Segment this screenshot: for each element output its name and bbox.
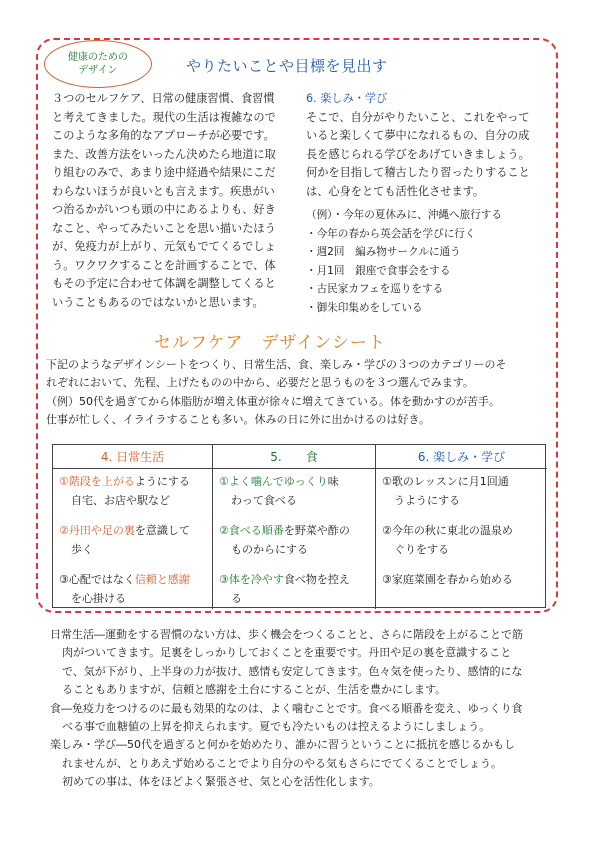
list-item: ③心配ではなく信頼と感謝 を心掛ける [59, 573, 190, 605]
right-heading: 6. 楽しみ・学び [306, 92, 388, 105]
table-header-daily-life: 4. 日常生活 [53, 445, 213, 469]
right-column-text [306, 90, 556, 318]
table-cell-daily-life [53, 469, 213, 609]
badge-line-2: デザイン [78, 65, 118, 76]
text-line: わらないほうが良いとも言えます。疾患がい [52, 184, 275, 198]
text-line: 日常生活―運動をする習慣のない方は、歩く機会をつくることと、さらに階段を上がることで筋 [50, 628, 523, 641]
text-line: そこで、自分がやりたいこと、これをやって [306, 110, 530, 124]
text-line: 下記のようなデザインシートをつくり、日常生活、食、楽しみ・学びの３つのカテゴリーのそ [46, 358, 507, 371]
text-line: 仕事が忙しく、イライラすることも多い。休みの日に外に出かけるのは好き。 [46, 413, 431, 427]
text-line: もその予定に合わせて体調を調整してくると [52, 277, 276, 290]
design-sheet-table [52, 444, 546, 608]
list-item: ③体を冷やす食べ物を控え る [219, 573, 350, 605]
list-item: ③家庭菜園を春から始める [382, 573, 513, 586]
list-item: ②食べる順番を野菜や酢の ものからにする [219, 524, 350, 556]
design-badge [44, 40, 152, 88]
text-line: う。ワクワクすることを計画することで、体 [52, 258, 276, 272]
text-line: べる事で血糖値の上昇を抑えられます。夏でも冷たいものは控えるようにしましょう。 [62, 720, 491, 734]
example-item: ・月1回 銀座で食事会をする [306, 264, 451, 277]
section-title: やりたいことや目標を見出す [186, 57, 388, 75]
table-cell-food [213, 469, 376, 609]
example-item: ・今年の春から英会話を学びに行く [306, 227, 476, 240]
text-line: 長を感じられる学びをあげていきましょう。 [306, 147, 530, 161]
list-item: ①階段を上がるようにする 自宅、お店や駅など [59, 475, 190, 507]
text-line: ３つのセルフケア、日常の健康習慣、食習慣 [52, 92, 275, 105]
text-line: り組むのみで、あまり途中経過や結果にこだ [52, 166, 276, 179]
text-line: いると楽しくて夢中になれるもの、自分の成 [306, 129, 530, 142]
text-line: 肉がついてきます。足裏をしっかりしておくことを重要です。丹田や足の裏を意識すること [62, 646, 512, 660]
text-line: れぞれにおいて、先程、上げたものの中から、必要だと思うものを３つ選んでみます。 [46, 376, 474, 390]
text-line: また、改善方法をいったん決めたら地道に取 [52, 147, 276, 161]
table-header-food: 5. 食 [213, 445, 376, 469]
text-line: 楽しみ・学び―50代を過ぎると何かを始めたり、誰かに習うということに抵抗を感じるかもし [50, 738, 515, 752]
text-line: （例）50代を過ぎてから体脂肪が増え体重が徐々に増えてきている。体を動かすのが苦手。 [46, 394, 500, 408]
design-sheet-title: セルフケア デザインシート [154, 333, 386, 353]
badge-line-1: 健康のための [68, 52, 128, 63]
text-line: つ治るかがいつも頭の中にあるよりも、好き [52, 203, 276, 216]
list-item: ①歌のレッスンに月1回通 うようにする [382, 475, 509, 507]
text-line: が、免疫力が上がり、元気もでてくるでしょ [52, 240, 276, 253]
text-line: は、心身をとても活性化させます。 [306, 184, 485, 198]
text-line: と考えてきました。現代の生活は複雑なので [52, 110, 276, 124]
table-header-enjoyment: 6. 楽しみ・学び [376, 445, 547, 469]
list-item: ②今年の秋に東北の温泉め ぐりをする [382, 524, 513, 556]
text-line: 何かを目指して稽古したり習ったりすること [306, 166, 530, 179]
example-list [306, 206, 556, 318]
intro-text [46, 356, 556, 430]
text-line: このような多角的なアプローチが必要です。 [52, 129, 275, 142]
list-item: ②丹田や足の裏を意識して 歩く [59, 524, 190, 556]
list-item: ①よく噛んでゆっくり味 わって食べる [219, 475, 339, 507]
example-item: ・週2回 編み物サークルに通う [306, 246, 461, 259]
summary-text [50, 626, 560, 792]
left-column-text [52, 90, 297, 312]
text-line: なこと、やってみたいことを思い描いたほう [52, 221, 276, 235]
table-cell-enjoyment [376, 469, 547, 609]
text-line: ることもありますが、信頼と感謝を土台にすることが、生活を豊かにします。 [62, 683, 447, 697]
text-line: れませんが、とりあえず始めることでより自分のやる気もさらにでてくることでしょう。 [62, 756, 502, 770]
example-item: ・古民家カフェを巡りをする [306, 283, 444, 296]
text-line: いうこともあるのではないかと思います。 [52, 295, 264, 309]
text-line: 食―免疫力をつけるのに最も効果的なのは、よく噛むことです。食べる順番を変え、ゆっくり食 [50, 701, 523, 715]
text-line: 初めての事は、体をほどよく緊張させ、気と心を活性化します。 [62, 775, 380, 789]
text-line: で、気が下がり、上半身の力が抜け、感情も安定してきます。色々気を使ったり、感情的にな [62, 664, 523, 678]
example-item: ・御朱印集めをしている [306, 301, 423, 314]
example-item: （例）・今年の夏休みに、沖縄へ旅行する [306, 209, 502, 221]
